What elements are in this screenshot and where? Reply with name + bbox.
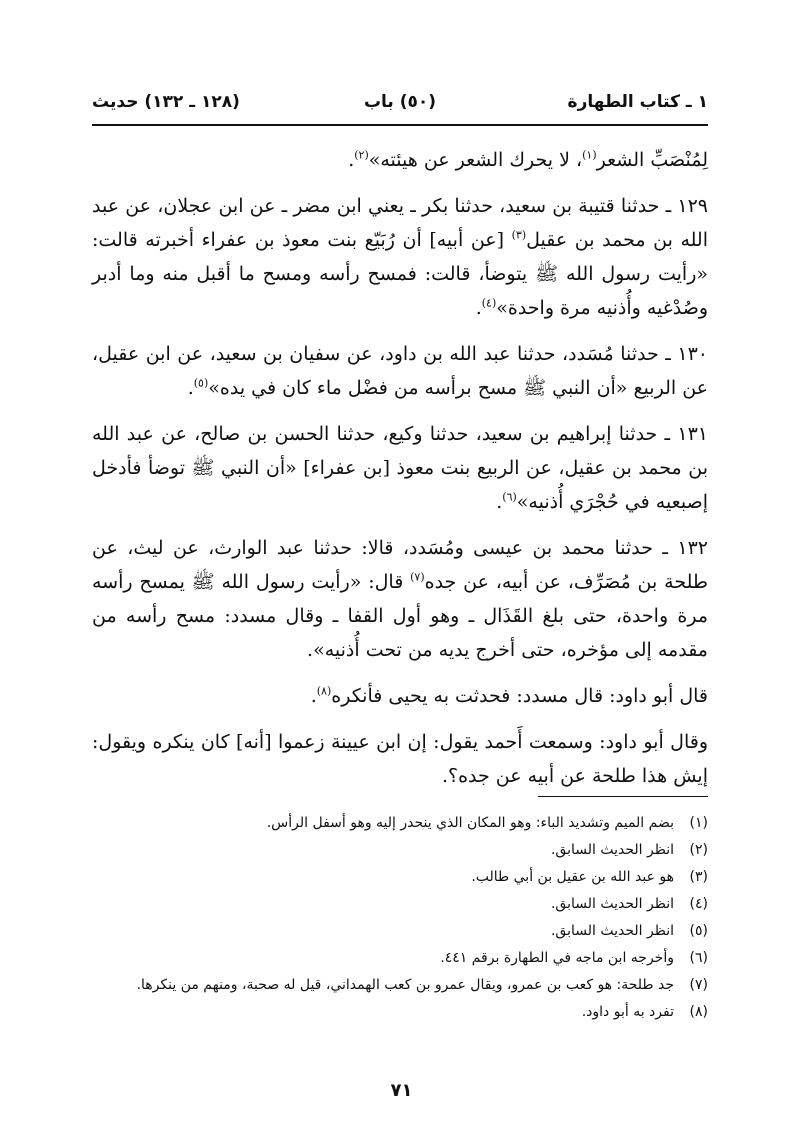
- abu-dawud-note-2: [92, 725, 708, 793]
- footnote-item: [92, 864, 708, 891]
- text-segment: ١٣١ ـ حدثنا إبراهيم بن سعيد، حدثنا وكيع، حدثنا الحسن بن صالح، عن عبد الله بن محمد بن عقيل، عن الربيع بنت معوذ [بن عفراء] «أن النبي ﷺ توضأ فأدخل إصبعيه في حُجْرَي أُذنيه»: [92, 423, 708, 513]
- footnote-item: [92, 891, 708, 918]
- footnote-ref[interactable]: (١): [582, 148, 597, 162]
- footnote-item: [92, 999, 708, 1026]
- footnote-number: (٦): [689, 950, 708, 966]
- text-segment: [عن أبيه] أن رُبَيّع بنت معوذ بن عفراء أخبرته قالت: «رأيت رسول الله ﷺ يتوضأ، قالت: فمسح رأسه ومسح ما أقبل منه وما أدبر وصُدْغيه وأُذنيه مرة واحدة»: [92, 229, 709, 319]
- footnote-number: (٤): [689, 896, 708, 912]
- hadith-130: [92, 337, 708, 405]
- footnote-ref[interactable]: (٣): [511, 228, 527, 242]
- footnote-item: [92, 918, 708, 945]
- text-segment: ١٣٢ ـ حدثنا محمد بن عيسى ومُسَدد، قالا: حدثنا عبد الوارث، عن ليث، عن طلحة بن مُصَرِّف، عن أبيه، عن جده: [92, 537, 708, 593]
- hadith-129: [92, 189, 708, 325]
- footnote-ref[interactable]: (٦): [502, 490, 517, 504]
- text-segment: .: [348, 149, 355, 171]
- footnote-ref[interactable]: (٢): [354, 148, 369, 162]
- footnote-divider: [538, 796, 708, 797]
- text-segment: .: [496, 491, 503, 513]
- footnote-text: تفرد به أبو داود.: [581, 1004, 674, 1020]
- abu-dawud-note-1: [92, 679, 708, 713]
- header-book-title: ١ ـ كتاب الطهارة: [567, 92, 708, 112]
- footnote-item: [92, 972, 708, 999]
- footnote-text: جد طلحة: هو كعب بن عمرو، ويقال عمرو بن كعب الهمداني، قيل له صحبة، ومنهم من ينكرها.: [136, 977, 674, 993]
- text-segment: قال أبو داود: قال مسدد: فحدثت به يحيى فأنكره: [331, 685, 708, 707]
- paragraph-continuation: [92, 143, 708, 177]
- footnote-text: وأخرجه ابن ماجه في الطهارة برقم ٤٤١.: [440, 950, 674, 966]
- footnote-number: (٨): [689, 1004, 708, 1020]
- footnotes: [92, 810, 708, 1026]
- footnote-number: (٢): [689, 842, 708, 858]
- hadith-132: [92, 531, 708, 667]
- text-segment: وقال أبو داود: وسمعت أَحمد يقول: إن ابن عيينة زعموا [أنه] كان ينكره ويقول: إيش هذا طلحة عن أبيه عن جده؟.: [92, 731, 708, 787]
- footnote-ref[interactable]: (٤): [481, 296, 497, 310]
- footnote-item: [92, 837, 708, 864]
- text-segment: ، لا يحرك الشعر عن هيئته»: [368, 149, 583, 171]
- page-number: ٧١: [390, 1080, 413, 1101]
- footnote-number: (٧): [689, 977, 708, 993]
- header-hadith-range: (١٢٨ ـ ١٣٢) حديث: [92, 92, 240, 112]
- footnote-text: انظر الحديث السابق.: [550, 923, 674, 939]
- footnote-number: (١): [689, 815, 708, 831]
- header-chapter: (٥٠) باب: [363, 92, 437, 112]
- footnote-text: انظر الحديث السابق.: [550, 896, 674, 912]
- header-divider: [92, 124, 708, 126]
- hadith-131: [92, 417, 708, 519]
- text-segment: قال: «رأيت رسول الله ﷺ يمسح رأسه مرة واحدة، حتى بلغ القَذَال ـ وهو أول القفا ـ وقال مسدد: مسح رأسه من مقدمه إلى مؤخره، حتى أخرج يديه من تحت أُذنيه».: [92, 571, 708, 661]
- footnote-text: هو عبد الله بن عقيل بن أبي طالب.: [471, 869, 674, 885]
- text-segment: .: [310, 685, 317, 707]
- footnote-ref[interactable]: (٥): [193, 376, 209, 390]
- text-segment: .: [475, 297, 482, 319]
- footnote-number: (٣): [689, 869, 708, 885]
- text-segment: ١٢٩ ـ حدثنا قتيبة بن سعيد، حدثنا بكر ـ يعني ابن مضر ـ عن ابن عجلان، عن عبد الله بن محمد بن عقيل: [92, 195, 708, 251]
- running-header: [92, 88, 708, 122]
- footnote-number: (٥): [689, 923, 708, 939]
- footnote-text: بضم الميم وتشديد الباء: وهو المكان الذي ينحدر إليه وهو أسفل الرأس.: [266, 815, 674, 831]
- footnote-ref[interactable]: (٧): [410, 570, 425, 584]
- footnote-item: [92, 945, 708, 972]
- footnote-item: [92, 810, 708, 837]
- footnote-text: انظر الحديث السابق.: [550, 842, 674, 858]
- footnote-ref[interactable]: (٨): [316, 684, 332, 698]
- text-segment: .: [187, 377, 194, 399]
- text-segment: لِمُنْصَبِّ الشعر: [596, 149, 708, 171]
- text-segment: ١٣٠ ـ حدثنا مُسَدد، حدثنا عبد الله بن داود، عن سفيان بن سعيد، عن ابن عقيل، عن الربيع «أن النبي ﷺ مسح برأسه من فضْل ماء كان في يده»: [92, 343, 708, 399]
- main-text: [92, 143, 708, 805]
